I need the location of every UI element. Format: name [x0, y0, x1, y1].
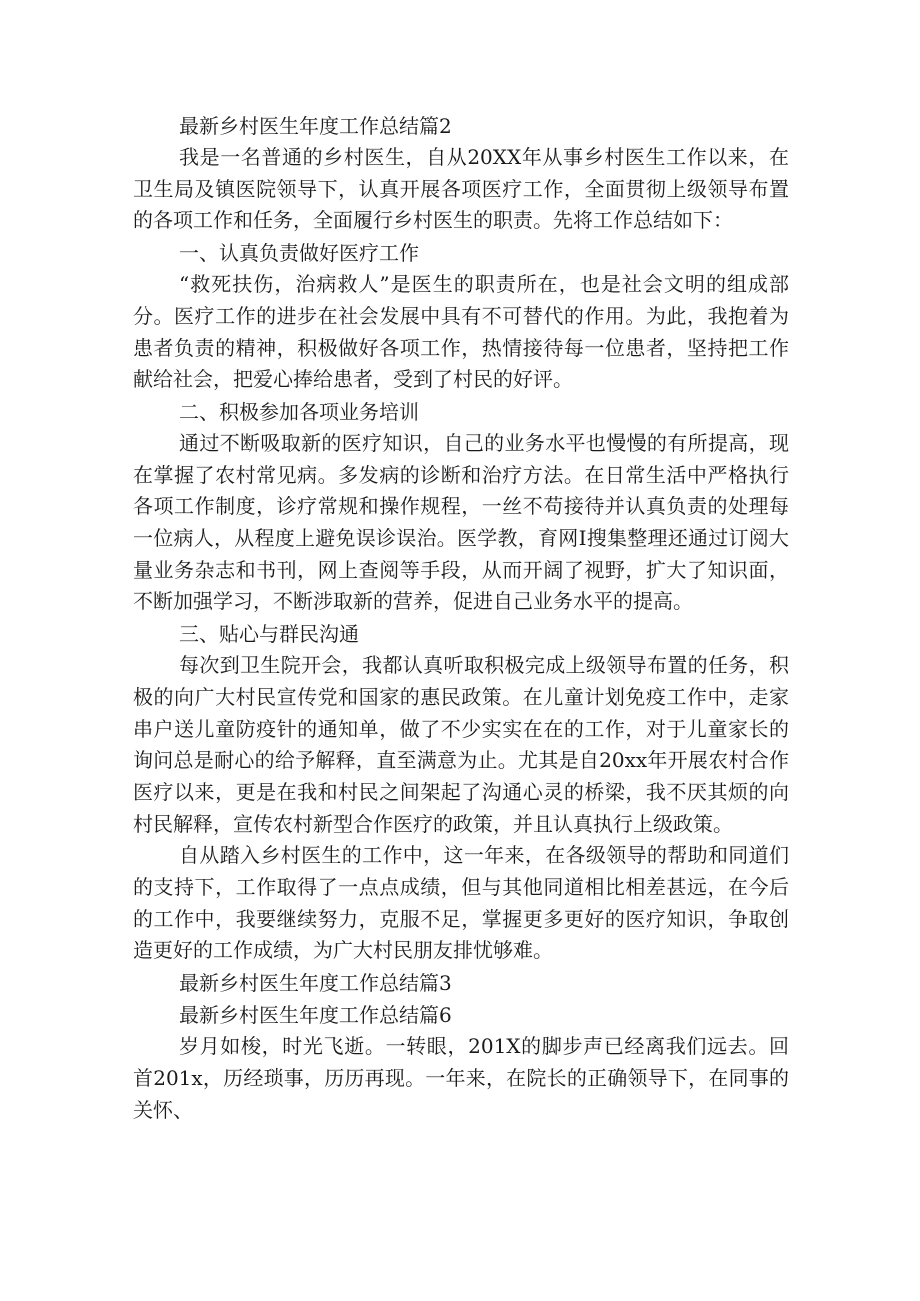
- section-2-heading: 二、积极参加各项业务培训: [179, 399, 419, 424]
- section-3-heading: 三、贴心与群民沟通: [179, 622, 359, 647]
- document-body: [133, 110, 789, 1126]
- section-1-heading: 一、认真负责做好医疗工作: [179, 241, 419, 266]
- intro-paragraph: 我是一名普通的乡村医生，自从20XX年从事乡村医生工作以来，在卫生局及镇医院领导下，认真开展各项医疗工作，全面贯彻上级领导布置的各项工作和任务，全面履行乡村医生的职责。先将工作总结如下：: [133, 145, 789, 233]
- section-1-paragraph: “救死扶伤，治病救人”是医生的职责所在，也是社会文明的组成部分。医疗工作的进步在社会发展中具有不可替代的作用。为此，我抱着为患者负责的精神，积极做好各项工作，热情接待每一位患者，坚持把工作献给社会，把爱心捧给患者，受到了村民的好评。: [133, 272, 789, 392]
- section-3-paragraph: 每次到卫生院开会，我都认真听取积极完成上级领导布置的任务，积极的向广大村民宣传党和国家的惠民政策。在儿童计划免疫工作中，走家串户送儿童防疫针的通知单，做了不少实实在在的工作，对于儿童家长的询问总是耐心的给予解释，直至满意为止。尤其是自20xx年开展农村合作医疗以来，更是在我和村民之间架起了沟通心灵的桥梁，我不厌其烦的向村民解释，宣传农村新型合作医疗的政策，并且认真执行上级政策。: [133, 653, 789, 836]
- article-title-6: 最新乡村医生年度工作总结篇6: [179, 1003, 452, 1028]
- section-2-paragraph: 通过不断吸取新的医疗知识，自己的业务水平也慢慢的有所提高，现在掌握了农村常见病。多发病的诊断和治疗方法。在日常生活中严格执行各项工作制度，诊疗常规和操作规程，一丝不苟接待并认真负责的处理每一位病人，从程度上避免误诊误治。医学教，育网I搜集整理还通过订阅大量业务杂志和书刊，网上查阅等手段，从而开阔了视野，扩大了知识面，不断加强学习，不断涉取新的营养，促进自己业务水平的提高。: [133, 430, 789, 614]
- article-title-2: 最新乡村医生年度工作总结篇2: [179, 114, 452, 138]
- conclusion-paragraph: 自从踏入乡村医生的工作中，这一年来，在各级领导的帮助和同道们的支持下，工作取得了一点点成绩，但与其他同道相比相差甚远，在今后的工作中，我要继续努力，克服不足，掌握更多更好的医疗知识，争取创造更好的工作成绩，为广大村民朋友排忧够难。: [133, 843, 789, 963]
- final-paragraph: 岁月如梭，时光飞逝。一转眼，201X的脚步声已经离我们远去。回首201x，历经琐事，历历再现。一年来，在院长的正确领导下，在同事的关怀、: [133, 1034, 789, 1122]
- article-title-3: 最新乡村医生年度工作总结篇3: [179, 971, 452, 996]
